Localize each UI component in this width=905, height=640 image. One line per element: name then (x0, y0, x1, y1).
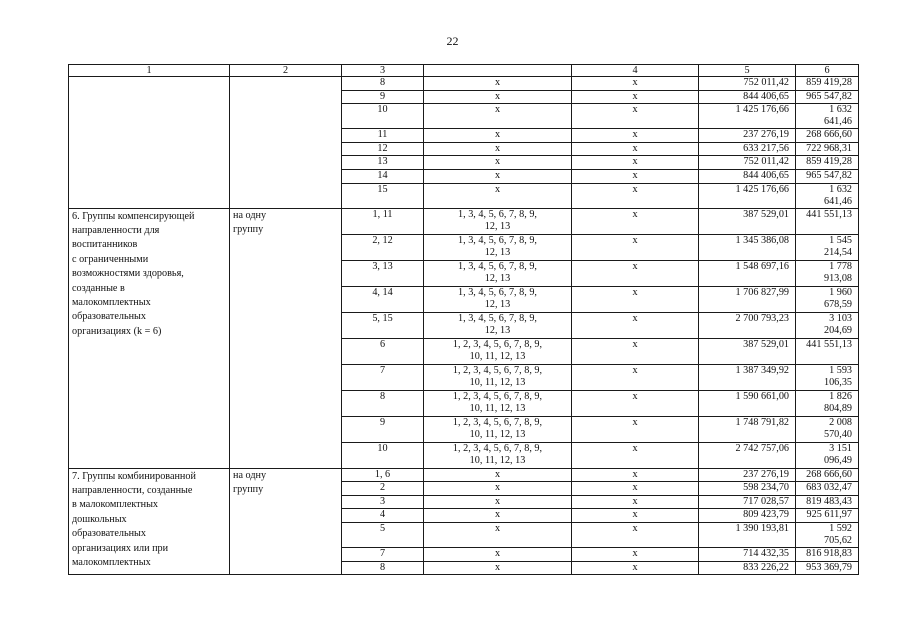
col3b-cell: x (424, 509, 572, 523)
col3-cell: 1, 11 (342, 208, 424, 234)
col6-value: 1 632 641,46 (796, 183, 859, 208)
col5-value: 633 217,56 (699, 142, 796, 156)
col6-value: 859 419,28 (796, 77, 859, 91)
col3b-cell: 1, 3, 4, 5, 6, 7, 8, 9, 12, 13 (424, 234, 572, 260)
col3b-cell: x (424, 169, 572, 183)
col4-cell: x (572, 183, 699, 208)
col6-value: 859 419,28 (796, 156, 859, 170)
col6-value: 2 008 570,40 (796, 416, 859, 442)
column-number: 3 (342, 65, 424, 77)
col4-cell: x (572, 260, 699, 286)
col3-cell: 7 (342, 364, 424, 390)
col6-value: 3 103 204,69 (796, 312, 859, 338)
col5-value: 844 406,65 (699, 90, 796, 104)
column-number: 1 (69, 65, 230, 77)
col5-value: 237 276,19 (699, 468, 796, 482)
col4-cell: x (572, 547, 699, 561)
column-number: 4 (572, 65, 699, 77)
col5-value: 387 529,01 (699, 338, 796, 364)
col3-cell: 12 (342, 142, 424, 156)
col3-cell: 10 (342, 442, 424, 468)
column-number: 5 (699, 65, 796, 77)
col5-value: 717 028,57 (699, 495, 796, 509)
col3b-cell: x (424, 468, 572, 482)
tariff-table (68, 64, 859, 575)
col3b-cell: x (424, 90, 572, 104)
col3b-cell: x (424, 183, 572, 208)
col3b-cell: x (424, 156, 572, 170)
col4-cell: x (572, 77, 699, 91)
col4-cell: x (572, 142, 699, 156)
col5-value: 1 390 193,81 (699, 522, 796, 547)
col3b-cell: 1, 2, 3, 4, 5, 6, 7, 8, 9, 10, 11, 12, 13 (424, 338, 572, 364)
col5-value: 2 700 793,23 (699, 312, 796, 338)
col6-value: 965 547,82 (796, 169, 859, 183)
col5-value: 598 234,70 (699, 482, 796, 496)
unit-cell (230, 77, 342, 209)
col3-cell: 14 (342, 169, 424, 183)
col3b-cell: x (424, 129, 572, 143)
col6-value: 1 592 705,62 (796, 522, 859, 547)
table-row (69, 77, 859, 91)
col3-cell: 1, 6 (342, 468, 424, 482)
col6-value: 1 778 913,08 (796, 260, 859, 286)
column-number: 6 (796, 65, 859, 77)
col5-value: 1 590 661,00 (699, 390, 796, 416)
col3b-cell: x (424, 547, 572, 561)
col3b-cell: 1, 3, 4, 5, 6, 7, 8, 9, 12, 13 (424, 312, 572, 338)
page-number: 22 (446, 34, 459, 48)
col5-value: 833 226,22 (699, 561, 796, 575)
col4-cell: x (572, 169, 699, 183)
col6-value: 683 032,47 (796, 482, 859, 496)
group-name-cell: 7. Группы комбинированной направленности, созданные в малокомплектных дошкольных образовательных организациях или при малокомплектных (69, 468, 230, 575)
col5-value: 844 406,65 (699, 169, 796, 183)
col6-value: 722 968,31 (796, 142, 859, 156)
col3b-cell: x (424, 142, 572, 156)
col3-cell: 3, 13 (342, 260, 424, 286)
col3-cell: 5 (342, 522, 424, 547)
col5-value: 1 548 697,16 (699, 260, 796, 286)
col3b-cell: 1, 2, 3, 4, 5, 6, 7, 8, 9, 10, 11, 12, 13 (424, 364, 572, 390)
col3-cell: 8 (342, 561, 424, 575)
col6-value: 925 611,97 (796, 509, 859, 523)
col5-value: 2 742 757,06 (699, 442, 796, 468)
col3-cell: 2, 12 (342, 234, 424, 260)
col3b-cell: 1, 3, 4, 5, 6, 7, 8, 9, 12, 13 (424, 260, 572, 286)
col6-value: 1 593 106,35 (796, 364, 859, 390)
unit-cell: на одну группу (230, 468, 342, 575)
col6-value: 1 545 214,54 (796, 234, 859, 260)
column-number (424, 65, 572, 77)
col5-value: 1 387 349,92 (699, 364, 796, 390)
col4-cell: x (572, 522, 699, 547)
col6-value: 965 547,82 (796, 90, 859, 104)
col3-cell: 10 (342, 104, 424, 129)
col3-cell: 3 (342, 495, 424, 509)
col3b-cell: x (424, 561, 572, 575)
col6-value: 268 666,60 (796, 468, 859, 482)
col5-value: 237 276,19 (699, 129, 796, 143)
col3b-cell: x (424, 77, 572, 91)
col6-value: 441 551,13 (796, 208, 859, 234)
col4-cell: x (572, 390, 699, 416)
col5-value: 1 425 176,66 (699, 104, 796, 129)
col4-cell: x (572, 234, 699, 260)
col4-cell: x (572, 104, 699, 129)
col4-cell: x (572, 129, 699, 143)
col3b-cell: 1, 2, 3, 4, 5, 6, 7, 8, 9, 10, 11, 12, 13 (424, 416, 572, 442)
col6-value: 3 151 096,49 (796, 442, 859, 468)
col3-cell: 7 (342, 547, 424, 561)
col3-cell: 11 (342, 129, 424, 143)
col3b-cell: 1, 2, 3, 4, 5, 6, 7, 8, 9, 10, 11, 12, 13 (424, 442, 572, 468)
col4-cell: x (572, 312, 699, 338)
col4-cell: x (572, 561, 699, 575)
col6-value: 268 666,60 (796, 129, 859, 143)
col4-cell: x (572, 208, 699, 234)
col6-value: 1 826 804,89 (796, 390, 859, 416)
table-row (69, 468, 859, 482)
col3-cell: 8 (342, 390, 424, 416)
col4-cell: x (572, 364, 699, 390)
col3b-cell: x (424, 482, 572, 496)
col3b-cell: x (424, 104, 572, 129)
column-number-row (69, 65, 859, 77)
col6-value: 819 483,43 (796, 495, 859, 509)
unit-cell: на одну группу (230, 208, 342, 468)
col3b-cell: 1, 3, 4, 5, 6, 7, 8, 9, 12, 13 (424, 286, 572, 312)
col4-cell: x (572, 416, 699, 442)
col5-value: 387 529,01 (699, 208, 796, 234)
col5-value: 1 425 176,66 (699, 183, 796, 208)
col5-value: 714 432,35 (699, 547, 796, 561)
col3-cell: 13 (342, 156, 424, 170)
col3-cell: 15 (342, 183, 424, 208)
col4-cell: x (572, 338, 699, 364)
table-row (69, 208, 859, 234)
col3b-cell: 1, 3, 4, 5, 6, 7, 8, 9, 12, 13 (424, 208, 572, 234)
col3-cell: 9 (342, 416, 424, 442)
col4-cell: x (572, 495, 699, 509)
column-number: 2 (230, 65, 342, 77)
col3b-cell: 1, 2, 3, 4, 5, 6, 7, 8, 9, 10, 11, 12, 13 (424, 390, 572, 416)
group-name-cell: 6. Группы компенсирующей направленности для воспитанников с ограниченными возможностями здоровья, созданные в малокомплектных образовательных организациях (k = 6) (69, 208, 230, 468)
col3-cell: 5, 15 (342, 312, 424, 338)
col6-value: 816 918,83 (796, 547, 859, 561)
col3-cell: 4 (342, 509, 424, 523)
col6-value: 1 960 678,59 (796, 286, 859, 312)
col6-value: 953 369,79 (796, 561, 859, 575)
col5-value: 1 706 827,99 (699, 286, 796, 312)
col6-value: 1 632 641,46 (796, 104, 859, 129)
group-name-cell (69, 77, 230, 209)
col3-cell: 4, 14 (342, 286, 424, 312)
col3b-cell: x (424, 495, 572, 509)
col4-cell: x (572, 286, 699, 312)
col4-cell: x (572, 90, 699, 104)
col5-value: 1 345 386,08 (699, 234, 796, 260)
col6-value: 441 551,13 (796, 338, 859, 364)
col4-cell: x (572, 509, 699, 523)
col4-cell: x (572, 442, 699, 468)
col4-cell: x (572, 156, 699, 170)
col5-value: 1 748 791,82 (699, 416, 796, 442)
col3-cell: 2 (342, 482, 424, 496)
col4-cell: x (572, 468, 699, 482)
col5-value: 752 011,42 (699, 156, 796, 170)
col3-cell: 9 (342, 90, 424, 104)
col3b-cell: x (424, 522, 572, 547)
col3-cell: 8 (342, 77, 424, 91)
col5-value: 809 423,79 (699, 509, 796, 523)
col4-cell: x (572, 482, 699, 496)
col3-cell: 6 (342, 338, 424, 364)
col5-value: 752 011,42 (699, 77, 796, 91)
